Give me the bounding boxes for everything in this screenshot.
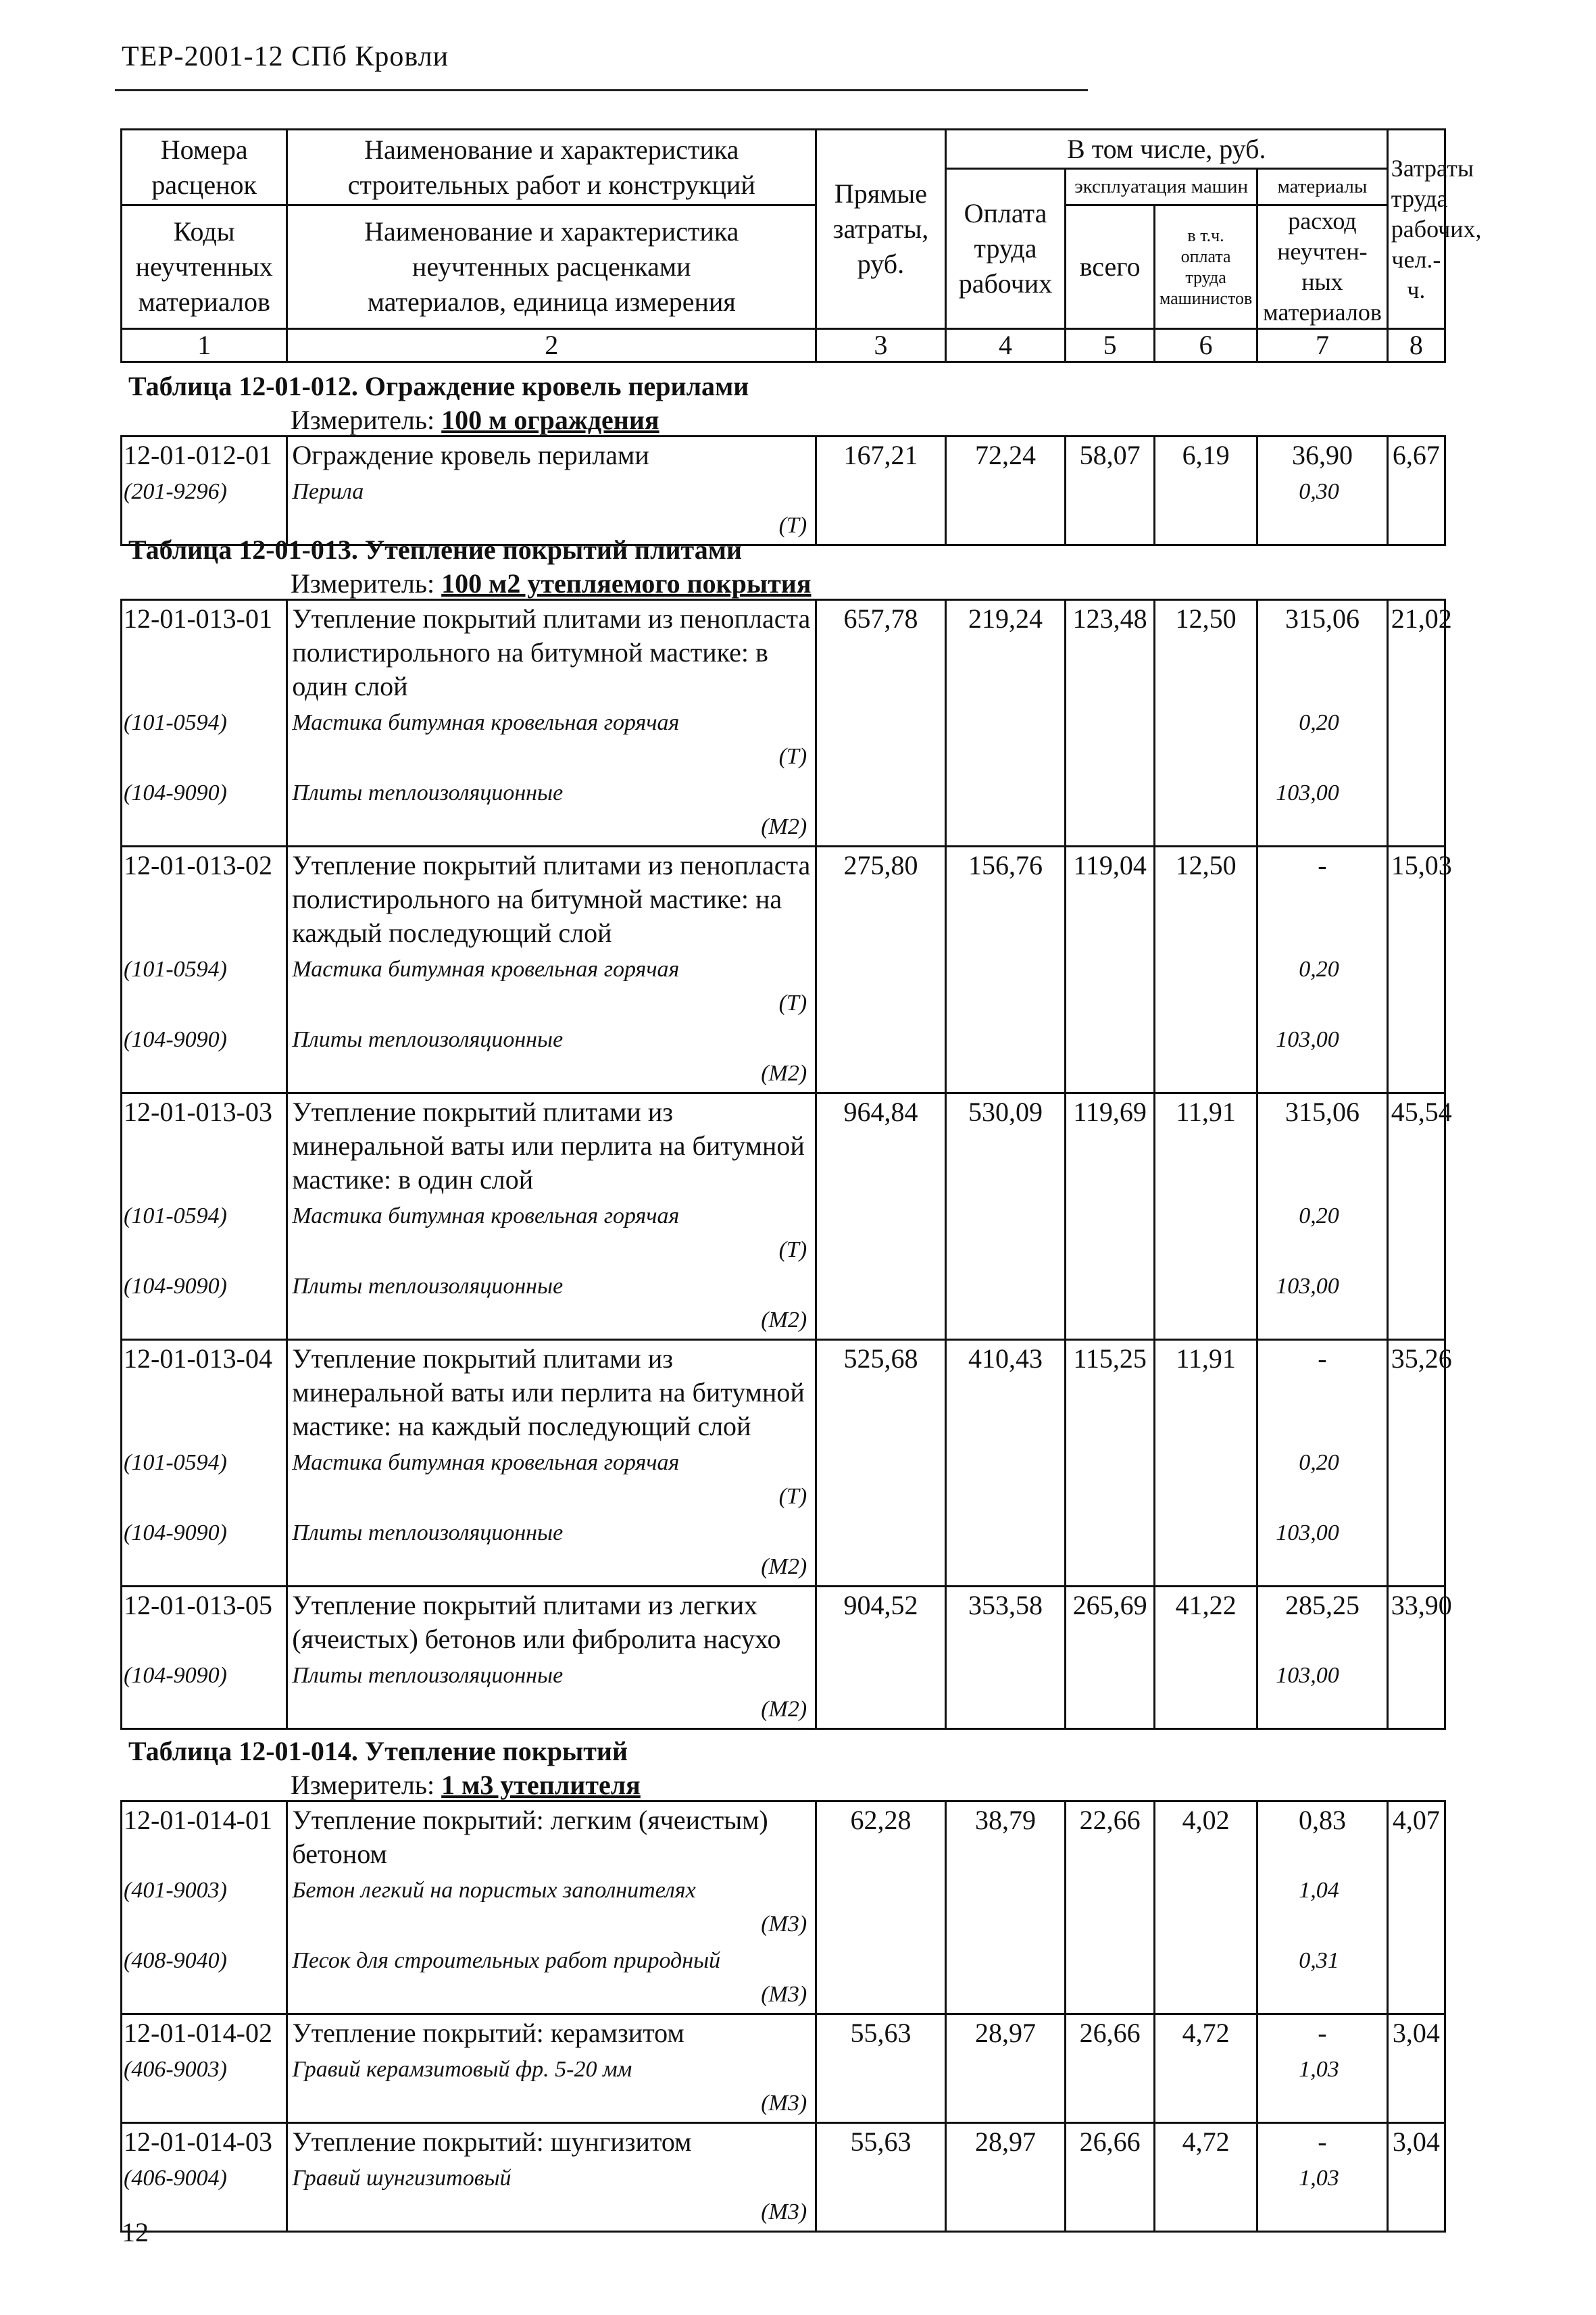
material-name: Плиты теплоизоляционные (292, 1027, 564, 1052)
direct-costs: 62,28 (816, 1801, 946, 1873)
material-row (122, 1198, 1445, 1268)
empty-cell (1155, 1022, 1257, 1093)
direct-costs: 55,63 (816, 2014, 946, 2052)
table-row (122, 1093, 1445, 1199)
rate-code: 12-01-013-02 (122, 847, 287, 952)
empty-cell (1387, 775, 1445, 847)
table-row (122, 1340, 1445, 1445)
materials-cost: - (1257, 2123, 1388, 2161)
empty-cell (1066, 2051, 1155, 2123)
material-name: Гравий шунгизитовый (292, 2166, 512, 2191)
labor-pay: 219,24 (945, 600, 1065, 705)
table-row (122, 437, 1445, 474)
empty-cell (816, 1022, 946, 1093)
empty-cell (816, 705, 946, 775)
rate-code: 12-01-014-03 (122, 2123, 287, 2161)
empty-cell (1066, 1515, 1155, 1587)
material-name: Плиты теплоизоляционные (292, 780, 564, 805)
empty-cell (816, 951, 946, 1022)
empty-cell (945, 1268, 1065, 1340)
material-row (122, 951, 1445, 1022)
empty-cell (816, 1943, 946, 2014)
material-row (122, 775, 1445, 847)
material-name: Мастика битумная кровельная горячая (292, 1203, 680, 1228)
rates-table (120, 599, 1452, 1730)
labor-hours: 35,26 (1387, 1340, 1445, 1445)
col-code-header: Номера расценок (122, 130, 287, 205)
col-code-subheader: Коды неучтенных материалов (122, 205, 287, 329)
rates-table (120, 1800, 1446, 2233)
material-unit: (М2) (761, 1061, 807, 1086)
material-cell (287, 1198, 816, 1268)
material-row (122, 1872, 1445, 1943)
material-cell (287, 2160, 816, 2232)
table-row (122, 2123, 1445, 2161)
material-name: Гравий керамзитовый фр. 5-20 мм (292, 2057, 632, 2082)
rate-code: 12-01-013-01 (122, 600, 287, 705)
unit-prefix: Измеритель: (291, 1770, 442, 1800)
work-name: Утепление покрытий плитами из минеральной ваты или перлита на битумной мастике: в один слой (287, 1093, 816, 1199)
group-header-including: В том числе, руб. (945, 130, 1387, 169)
direct-costs: 657,78 (816, 600, 946, 705)
empty-cell (816, 2051, 946, 2123)
material-quantity: 0,30 (1257, 474, 1388, 545)
materials-cost: - (1257, 2014, 1388, 2052)
material-quantity: 103,00 (1257, 1022, 1388, 1093)
labor-hours: 4,07 (1387, 1801, 1445, 1873)
material-unit: (М3) (761, 1912, 807, 1937)
labor-pay: 410,43 (945, 1340, 1065, 1445)
empty-cell (1155, 2160, 1257, 2232)
material-quantity: 0,20 (1257, 705, 1388, 775)
empty-cell (1155, 1658, 1257, 1729)
col-number: 8 (1387, 329, 1445, 362)
labor-pay: 28,97 (945, 2014, 1065, 2052)
empty-cell (945, 1872, 1065, 1943)
empty-cell (816, 474, 946, 545)
work-name: Ограждение кровель перилами (287, 437, 816, 474)
material-quantity: 1,03 (1257, 2051, 1388, 2123)
direct-costs: 55,63 (816, 2123, 946, 2161)
machinist-pay: 4,72 (1155, 2014, 1257, 2052)
labor-pay: 156,76 (945, 847, 1065, 952)
empty-cell (816, 775, 946, 847)
material-cell (287, 1445, 816, 1515)
material-row (122, 705, 1445, 775)
empty-cell (1155, 2051, 1257, 2123)
material-row (122, 1515, 1445, 1587)
table-row (122, 2014, 1445, 2052)
materials-cost: 0,83 (1257, 1801, 1388, 1873)
empty-cell (816, 1198, 946, 1268)
empty-cell (1155, 1445, 1257, 1515)
empty-cell (816, 1268, 946, 1340)
empty-cell (816, 1872, 946, 1943)
material-unit: (М2) (761, 1308, 807, 1333)
material-code: (201-9296) (122, 474, 287, 545)
material-cell (287, 1268, 816, 1340)
material-code: (406-9004) (122, 2160, 287, 2232)
document-title: ТЕР-2001-12 СПб Кровли (122, 41, 449, 72)
material-name: Перила (292, 479, 364, 504)
section-title: Таблица 12-01-013. Утепление покрытий плитами (128, 534, 742, 565)
material-unit: (М3) (761, 1982, 807, 2007)
work-name: Утепление покрытий: керамзитом (287, 2014, 816, 2052)
empty-cell (945, 1445, 1065, 1515)
material-row (122, 1658, 1445, 1729)
empty-cell (1066, 705, 1155, 775)
material-code: (101-0594) (122, 1198, 287, 1268)
col-labor-hours-header: Затраты труда рабочих, чел.-ч. (1387, 130, 1445, 329)
rate-code: 12-01-013-05 (122, 1587, 287, 1658)
col-direct-costs-header: Прямые затраты, руб. (816, 130, 946, 329)
empty-cell (1066, 775, 1155, 847)
material-cell (287, 1022, 816, 1093)
material-quantity: 1,04 (1257, 1872, 1388, 1943)
rate-code: 12-01-014-01 (122, 1801, 287, 1873)
empty-cell (1387, 705, 1445, 775)
machines-total: 22,66 (1066, 1801, 1155, 1873)
material-name: Мастика битумная кровельная горячая (292, 710, 680, 735)
material-quantity: 0,20 (1257, 951, 1388, 1022)
machinist-pay: 41,22 (1155, 1587, 1257, 1658)
material-name: Мастика битумная кровельная горячая (292, 957, 680, 982)
material-quantity: 103,00 (1257, 1515, 1388, 1587)
labor-hours: 45,54 (1387, 1093, 1445, 1199)
material-code: (406-9003) (122, 2051, 287, 2123)
unit-value: 1 м3 утеплителя (441, 1770, 641, 1800)
empty-cell (1155, 705, 1257, 775)
empty-cell (1387, 1445, 1445, 1515)
labor-hours: 6,67 (1387, 437, 1445, 474)
unit-prefix: Измеритель: (291, 405, 442, 435)
empty-cell (1387, 1268, 1445, 1340)
empty-cell (945, 1198, 1065, 1268)
empty-cell (1155, 951, 1257, 1022)
labor-hours: 33,90 (1387, 1587, 1445, 1658)
table-row (122, 847, 1445, 952)
empty-cell (1387, 951, 1445, 1022)
empty-cell (1155, 474, 1257, 545)
empty-cell (1066, 1658, 1155, 1729)
machinist-pay: 4,02 (1155, 1801, 1257, 1873)
material-quantity: 103,00 (1257, 1658, 1388, 1729)
direct-costs: 904,52 (816, 1587, 946, 1658)
labor-pay: 72,24 (945, 437, 1065, 474)
material-row (122, 2160, 1445, 2232)
machinist-pay: 11,91 (1155, 1093, 1257, 1199)
material-unit: (Т) (778, 513, 807, 538)
rate-code: 12-01-012-01 (122, 437, 287, 474)
machinist-pay: 4,72 (1155, 2123, 1257, 2161)
empty-cell (816, 1445, 946, 1515)
work-name: Утепление покрытий плитами из минеральной ваты или перлита на битумной мастике: на каждый последующий слой (287, 1340, 816, 1445)
material-cell (287, 1515, 816, 1587)
work-name: Утепление покрытий плитами из пенопласта полистирольного на битумной мастике: на каждый последующий слой (287, 847, 816, 952)
machines-total: 58,07 (1066, 437, 1155, 474)
col-number: 1 (122, 329, 287, 362)
material-row (122, 1943, 1445, 2014)
empty-cell (1387, 474, 1445, 545)
material-unit: (М2) (761, 1697, 807, 1722)
labor-hours: 21,02 (1387, 600, 1445, 705)
material-unit: (М2) (761, 814, 807, 839)
col-name-subheader: Наименование и характеристика неучтенных расценками материалов, единица измерения (287, 205, 816, 329)
col-number: 7 (1257, 329, 1388, 362)
empty-cell (1155, 1943, 1257, 2014)
empty-cell (1387, 1515, 1445, 1587)
material-name: Плиты теплоизоляционные (292, 1663, 564, 1688)
material-cell (287, 1943, 816, 2014)
empty-cell (945, 951, 1065, 1022)
materials-cost: 36,90 (1257, 437, 1388, 474)
labor-hours: 3,04 (1387, 2014, 1445, 2052)
empty-cell (1387, 2160, 1445, 2232)
materials-group-header: материалы (1257, 169, 1388, 205)
labor-pay: 38,79 (945, 1801, 1065, 1873)
material-name: Плиты теплоизоляционные (292, 1274, 564, 1299)
empty-cell (945, 1658, 1065, 1729)
material-code: (101-0594) (122, 1445, 287, 1515)
empty-cell (1387, 1658, 1445, 1729)
empty-cell (1155, 1268, 1257, 1340)
material-code: (401-9003) (122, 1872, 287, 1943)
material-name: Песок для строительных работ природный (292, 1948, 721, 1973)
material-code: (101-0594) (122, 705, 287, 775)
material-name: Плиты теплоизоляционные (292, 1520, 564, 1545)
empty-cell (1066, 1268, 1155, 1340)
material-quantity: 0,31 (1257, 1943, 1388, 2014)
empty-cell (1387, 1022, 1445, 1093)
materials-cost: 315,06 (1257, 600, 1388, 705)
empty-cell (1066, 951, 1155, 1022)
material-code: (104-9090) (122, 1658, 287, 1729)
rate-code: 12-01-013-04 (122, 1340, 287, 1445)
empty-cell (1155, 1198, 1257, 1268)
empty-cell (1066, 2160, 1155, 2232)
table-row (122, 600, 1445, 705)
material-code: (104-9090) (122, 1022, 287, 1093)
empty-cell (945, 2051, 1065, 2123)
empty-cell (1387, 1943, 1445, 2014)
material-cell (287, 1872, 816, 1943)
empty-cell (1387, 2051, 1445, 2123)
empty-cell (1155, 1515, 1257, 1587)
col-number: 4 (945, 329, 1065, 362)
empty-cell (945, 705, 1065, 775)
material-cell (287, 2051, 816, 2123)
material-cell (287, 705, 816, 775)
machines-total: 119,69 (1066, 1093, 1155, 1199)
material-unit: (Т) (778, 1484, 807, 1509)
empty-cell (1066, 1022, 1155, 1093)
rate-code: 12-01-014-02 (122, 2014, 287, 2052)
empty-cell (1387, 1872, 1445, 1943)
machines-total: 26,66 (1066, 2014, 1155, 2052)
material-unit: (Т) (778, 991, 807, 1016)
empty-cell (1155, 775, 1257, 847)
empty-cell (1066, 1445, 1155, 1515)
rate-code: 12-01-013-03 (122, 1093, 287, 1199)
material-name: Мастика битумная кровельная горячая (292, 1450, 680, 1475)
rates-table (120, 435, 1446, 546)
empty-cell (1155, 1872, 1257, 1943)
machines-total: 123,48 (1066, 600, 1155, 705)
material-quantity: 0,20 (1257, 1198, 1388, 1268)
empty-cell (816, 2160, 946, 2232)
col-machines-total-header: всего (1066, 205, 1155, 329)
table-row (122, 1587, 1445, 1658)
materials-cost: - (1257, 1340, 1388, 1445)
machinist-pay: 11,91 (1155, 1340, 1257, 1445)
section-unit (291, 568, 811, 599)
materials-cost: 285,25 (1257, 1587, 1388, 1658)
material-code: (104-9090) (122, 1515, 287, 1587)
empty-cell (945, 1943, 1065, 2014)
empty-cell (1066, 1943, 1155, 2014)
work-name: Утепление покрытий: легким (ячеистым) бетоном (287, 1801, 816, 1873)
machines-total: 119,04 (1066, 847, 1155, 952)
material-row (122, 1445, 1445, 1515)
material-unit: (Т) (778, 1237, 807, 1262)
material-unit: (Т) (778, 744, 807, 769)
col-machinist-pay-header: в т.ч. оплата труда машинистов (1155, 205, 1257, 329)
materials-cost: - (1257, 847, 1388, 952)
empty-cell (1066, 1872, 1155, 1943)
col-number: 6 (1155, 329, 1257, 362)
machinist-pay: 12,50 (1155, 847, 1257, 952)
section-title: Таблица 12-01-012. Ограждение кровель перилами (128, 371, 749, 401)
labor-pay: 353,58 (945, 1587, 1065, 1658)
labor-hours: 15,03 (1387, 847, 1445, 952)
empty-cell (1387, 1198, 1445, 1268)
empty-cell (945, 1515, 1065, 1587)
materials-cost: 315,06 (1257, 1093, 1388, 1199)
empty-cell (945, 775, 1065, 847)
col-number: 3 (816, 329, 946, 362)
machinist-pay: 6,19 (1155, 437, 1257, 474)
table-row (122, 1801, 1445, 1873)
section-title: Таблица 12-01-014. Утепление покрытий (128, 1736, 628, 1766)
material-unit: (М3) (761, 2091, 807, 2116)
machinist-pay: 12,50 (1155, 600, 1257, 705)
col-name-header: Наименование и характеристика строительных работ и конструкций (287, 130, 816, 205)
page-number: 12 (122, 2217, 149, 2247)
col-number: 2 (287, 329, 816, 362)
section-unit (291, 404, 659, 436)
unit-value: 100 м2 утепляемого покрытия (441, 568, 812, 599)
labor-pay: 530,09 (945, 1093, 1065, 1199)
material-unit: (М2) (761, 1554, 807, 1579)
column-header-table (120, 128, 1482, 363)
section-unit (291, 1769, 641, 1801)
unit-prefix: Измеритель: (291, 568, 442, 599)
machines-group-header: эксплуатация машин (1066, 169, 1257, 205)
material-cell (287, 1658, 816, 1729)
material-quantity: 0,20 (1257, 1445, 1388, 1515)
material-code: (104-9090) (122, 775, 287, 847)
empty-cell (816, 1658, 946, 1729)
work-name: Утепление покрытий плитами из легких (ячеистых) бетонов или фибролита насухо (287, 1587, 816, 1658)
col-materials-header: расход неучтен- ных материалов (1257, 205, 1388, 329)
work-name: Утепление покрытий плитами из пенопласта полистирольного на битумной мастике: в один слой (287, 600, 816, 705)
empty-cell (816, 1515, 946, 1587)
material-cell (287, 775, 816, 847)
empty-cell (1066, 474, 1155, 545)
material-code: (104-9090) (122, 1268, 287, 1340)
material-row (122, 1022, 1445, 1093)
material-name: Бетон легкий на пористых заполнителях (292, 1878, 696, 1903)
material-quantity: 103,00 (1257, 1268, 1388, 1340)
material-quantity: 1,03 (1257, 2160, 1388, 2232)
machines-total: 265,69 (1066, 1587, 1155, 1658)
material-row (122, 2051, 1445, 2123)
empty-cell (945, 2160, 1065, 2232)
col-number: 5 (1066, 329, 1155, 362)
direct-costs: 964,84 (816, 1093, 946, 1199)
material-cell (287, 951, 816, 1022)
material-code: (408-9040) (122, 1943, 287, 2014)
direct-costs: 275,80 (816, 847, 946, 952)
machines-total: 26,66 (1066, 2123, 1155, 2161)
direct-costs: 525,68 (816, 1340, 946, 1445)
material-row (122, 1268, 1445, 1340)
unit-value: 100 м ограждения (441, 405, 659, 435)
labor-hours: 3,04 (1387, 2123, 1445, 2161)
col-labor-pay-header: Оплата труда рабочих (945, 169, 1065, 329)
empty-cell (945, 1022, 1065, 1093)
empty-cell (945, 474, 1065, 545)
header-divider (115, 89, 1088, 91)
empty-cell (1066, 1198, 1155, 1268)
direct-costs: 167,21 (816, 437, 946, 474)
material-unit: (М3) (761, 2199, 807, 2224)
machines-total: 115,25 (1066, 1340, 1155, 1445)
material-code: (101-0594) (122, 951, 287, 1022)
material-quantity: 103,00 (1257, 775, 1388, 847)
labor-pay: 28,97 (945, 2123, 1065, 2161)
work-name: Утепление покрытий: шунгизитом (287, 2123, 816, 2161)
